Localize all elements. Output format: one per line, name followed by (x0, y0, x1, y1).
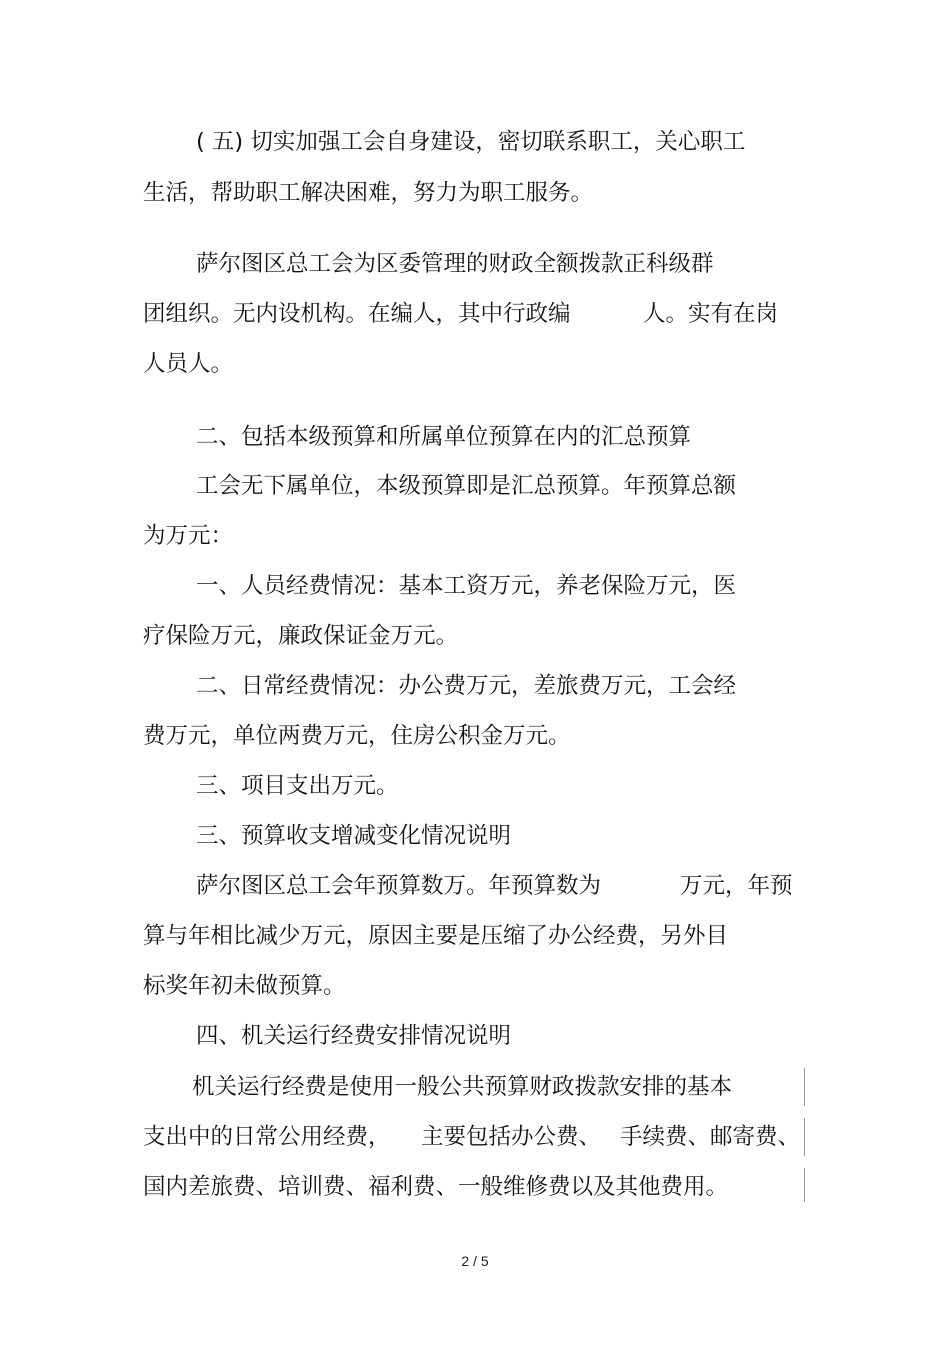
text-line: 费万元，单位两费万元，住房公积金万元。 (143, 723, 571, 749)
margin-rule (804, 1068, 805, 1106)
text-line: 为万元： (143, 523, 234, 549)
text-line: 工会无下属单位，本级预算即是汇总预算。年预算总额 (196, 473, 737, 499)
text-line: 人员人。 (143, 351, 234, 377)
text-line: 算与年相比减少万元，原因主要是压缩了办公经费，另外目 (143, 923, 729, 949)
text-line: 标奖年初未做预算。 (143, 973, 346, 999)
text-line: 疗保险万元，廉政保证金万元。 (143, 623, 459, 649)
page-number: 2 / 5 (461, 1253, 489, 1269)
text-line: 一、人员经费情况：基本工资万元，养老保险万元，医 (196, 573, 737, 599)
section-heading: 三、预算收支增减变化情况说明 (196, 823, 512, 849)
text-line: 二、日常经费情况：办公费万元，差旅费万元，工会经 (196, 673, 737, 699)
text-line: 萨尔图区总工会为区委管理的财政全额拨款正科级群 (196, 251, 714, 277)
margin-rule (804, 1118, 805, 1156)
text-line: 主要包括办公费、 (421, 1124, 602, 1150)
text-line: 国内差旅费、培训费、福利费、一般维修费以及其他费用。 (143, 1174, 729, 1200)
text-line: ( 五) 切实加强工会自身建设，密切联系职工，关心职工 (196, 129, 746, 155)
text-line: 机关运行经费是使用一般公共预算财政拨款安排的基本 (192, 1074, 733, 1100)
text-line: 万元，年预 (680, 873, 793, 899)
text-line: 团组织。无内设机构。在编人，其中行政编 (143, 301, 571, 327)
text-line: 生活，帮助职工解决困难，努力为职工服务。 (143, 180, 594, 206)
text-line: 萨尔图区总工会年预算数万。年预算数为 (196, 873, 602, 899)
section-heading: 二、包括本级预算和所属单位预算在内的汇总预算 (196, 424, 692, 450)
text-line: 支出中的日常公用经费， (143, 1124, 391, 1150)
text-line: 三、项目支出万元。 (196, 773, 399, 799)
section-heading: 四、机关运行经费安排情况说明 (196, 1023, 512, 1049)
text-line: 人。实有在岗 (643, 301, 779, 327)
text-line: 手续费、邮寄费、 (620, 1124, 801, 1150)
margin-rule (804, 1168, 805, 1202)
